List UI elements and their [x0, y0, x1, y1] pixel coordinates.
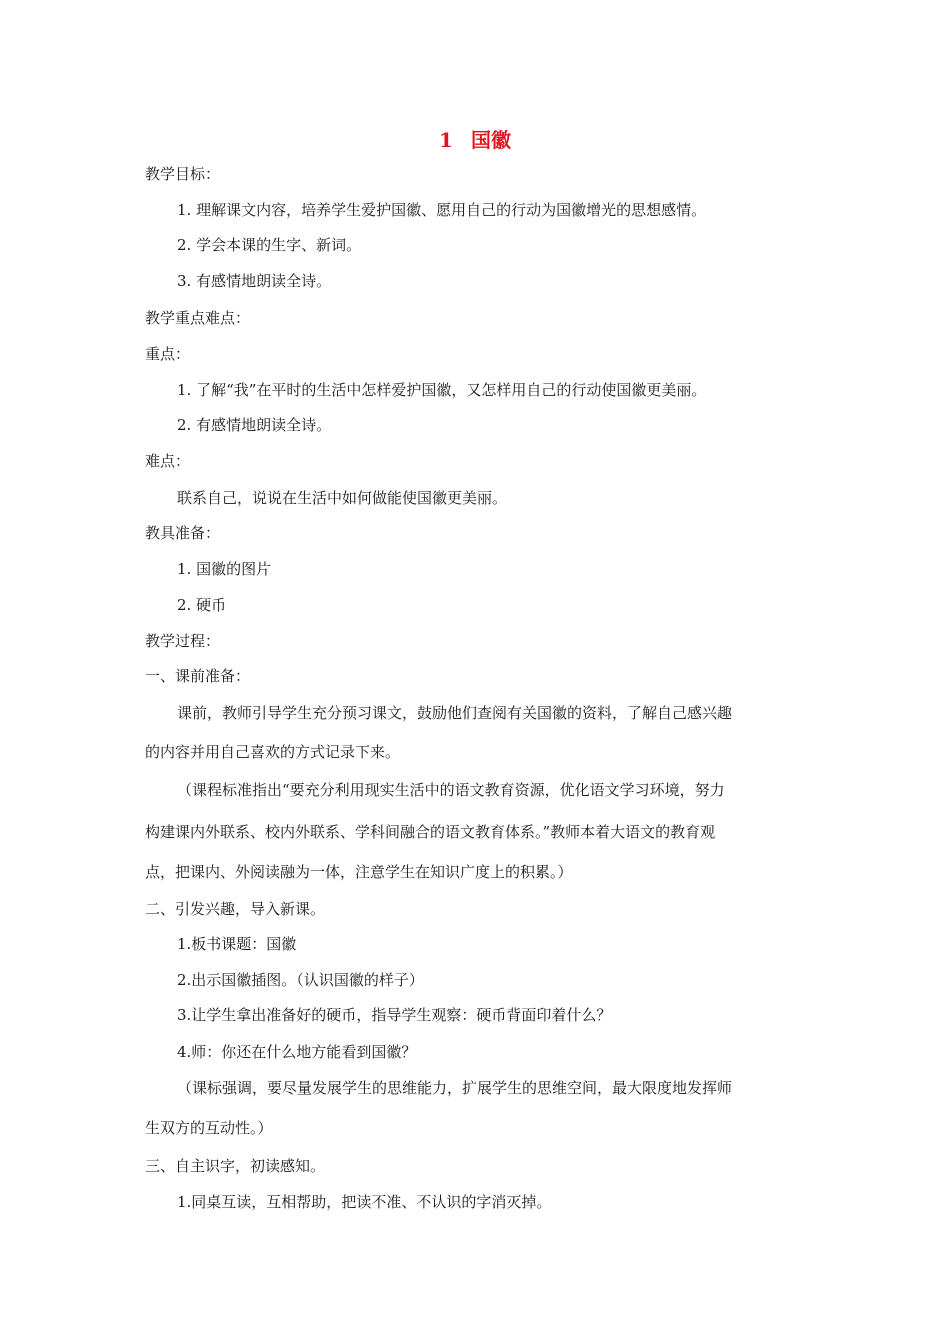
section-one-heading: 一、课前准备：	[145, 667, 251, 685]
step-item: 2.出示国徽插图。（认识国徽的样子）	[177, 971, 424, 989]
materials-item: 2. 硬币	[177, 596, 227, 614]
section-three-heading: 三、自主识字，初读感知。	[145, 1157, 326, 1175]
lesson-number: 1	[439, 128, 453, 152]
note-line: 点，把课内、外阅读融为一体，注意学生在知识广度上的积累。）	[145, 863, 573, 881]
heading-teaching-goals: 教学目标：	[145, 165, 221, 183]
note-line: （课程标准指出“要充分利用现实生活中的语文教育资源，优化语文学习环境，努力	[177, 781, 725, 799]
step-item: 1.板书课题：国徽	[177, 935, 297, 953]
paragraph-line: 的内容并用自己喜欢的方式记录下来。	[145, 743, 401, 761]
focus-item: 2. 有感情地朗读全诗。	[177, 416, 332, 434]
step-item: 4.师：你还在什么地方能看到国徽？	[177, 1043, 417, 1061]
section-two-heading: 二、引发兴趣，导入新课。	[145, 900, 326, 918]
paragraph-line: 课前，教师引导学生充分预习课文，鼓励他们查阅有关国徽的资料，了解自己感兴趣	[177, 704, 733, 722]
heading-difficulty: 难点：	[145, 452, 191, 470]
heading-materials: 教具准备：	[145, 524, 221, 542]
goal-item: 2. 学会本课的生字、新词。	[177, 236, 362, 254]
heading-key-points: 教学重点难点：	[145, 309, 251, 327]
note-line: （课标强调，要尽量发展学生的思维能力，扩展学生的思维空间，最大限度地发挥师	[177, 1079, 733, 1097]
heading-process: 教学过程：	[145, 632, 221, 650]
difficulty-text: 联系自己，说说在生活中如何做能使国徽更美丽。	[177, 489, 508, 507]
focus-item: 1. 了解“我”在平时的生活中怎样爱护国徽，又怎样用自己的行动使国徽更美丽。	[177, 381, 707, 399]
step-item: 1.同桌互读，互相帮助，把读不准、不认识的字消灭掉。	[177, 1193, 552, 1211]
materials-item: 1. 国徽的图片	[177, 560, 272, 578]
goal-item: 1. 理解课文内容，培养学生爱护国徽、愿用自己的行动为国徽增光的思想感情。	[177, 201, 707, 219]
heading-focus: 重点：	[145, 345, 191, 363]
step-item: 3.让学生拿出准备好的硬币，指导学生观察：硬币背面印着什么？	[177, 1006, 612, 1024]
lesson-title	[0, 124, 950, 153]
goal-item: 3. 有感情地朗读全诗。	[177, 272, 332, 290]
lesson-name: 国徽	[470, 128, 511, 152]
note-line: 构建课内外联系、校内外联系、学科间融合的语文教育体系。”教师本着大语文的教育观	[145, 823, 716, 841]
note-line: 生双方的互动性。）	[145, 1119, 273, 1137]
